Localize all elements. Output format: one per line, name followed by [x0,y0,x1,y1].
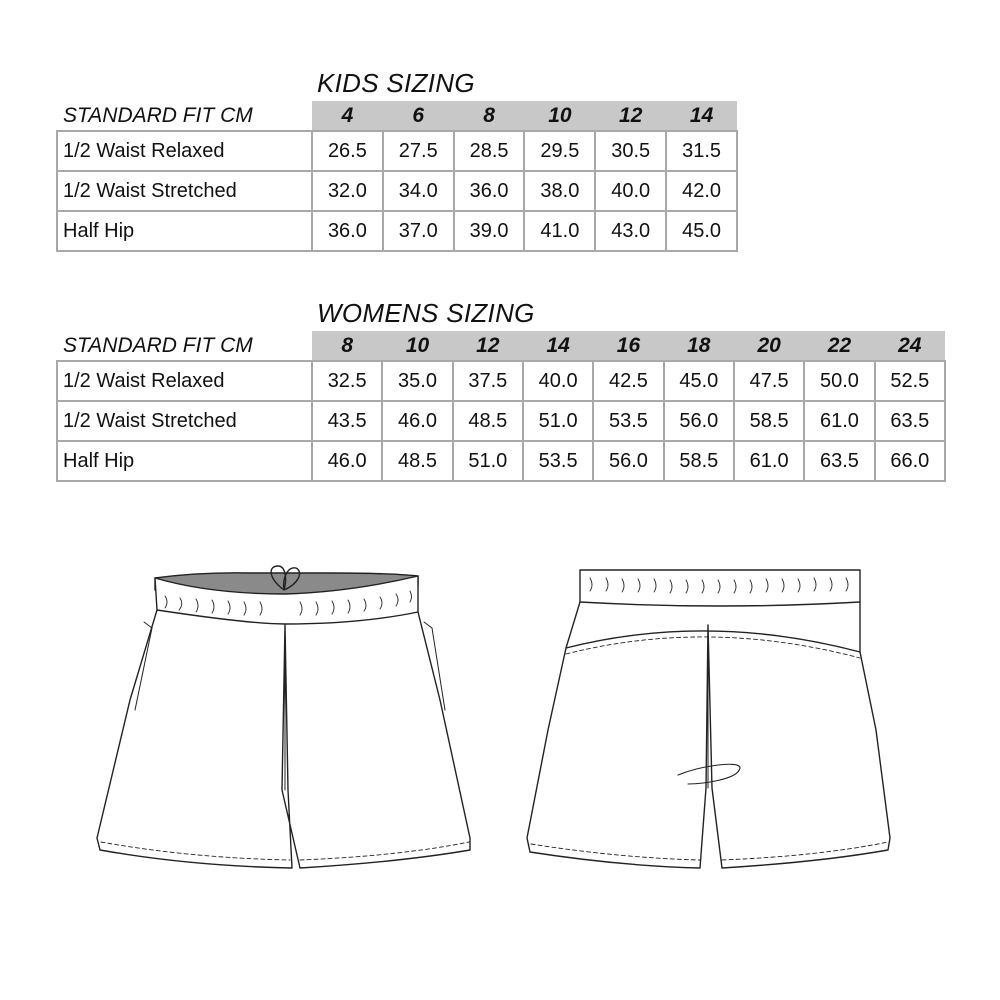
table-cell: 50.0 [804,361,874,401]
front-hem-stitch [101,842,469,860]
back-yoke-seam [566,631,860,652]
table-cell: 46.0 [312,441,382,481]
table-cell: 27.5 [383,131,454,171]
front-right-pocket [424,622,445,710]
row-label: 1/2 Waist Stretched [57,401,312,441]
row-label: 1/2 Waist Stretched [57,171,312,211]
table-cell: 37.0 [383,211,454,251]
womens-sizing-title: WOMENS SIZING [317,298,535,328]
table-cell: 48.5 [453,401,523,441]
row-label: Half Hip [57,211,312,251]
table-cell: 36.0 [454,171,525,211]
table-cell: 45.0 [664,361,734,401]
table-cell: 52.5 [875,361,945,401]
kids-size-header: 10 [524,101,595,131]
womens-size-header: 18 [664,331,734,361]
table-cell: 38.0 [524,171,595,211]
table-cell: 41.0 [524,211,595,251]
table-cell: 48.5 [382,441,452,481]
row-label: Half Hip [57,441,312,481]
table-cell: 40.0 [595,171,666,211]
table-cell: 53.5 [523,441,593,481]
back-yoke-stitch [566,637,860,658]
table-cell: 36.0 [312,211,383,251]
row-label: 1/2 Waist Relaxed [57,131,312,171]
shorts-illustrations [0,540,1000,900]
womens-size-header: 16 [593,331,663,361]
table-cell: 61.0 [804,401,874,441]
table-row [57,131,737,171]
table-cell: 56.0 [593,441,663,481]
table-cell: 45.0 [666,211,737,251]
table-cell: 46.0 [382,401,452,441]
womens-size-header: 12 [453,331,523,361]
table-cell: 28.5 [454,131,525,171]
womens-size-header: 22 [804,331,874,361]
table-cell: 42.0 [666,171,737,211]
table-cell: 30.5 [595,131,666,171]
womens-size-header: 8 [312,331,382,361]
table-cell: 56.0 [664,401,734,441]
table-cell: 66.0 [875,441,945,481]
table-cell: 51.0 [523,401,593,441]
table-cell: 40.0 [523,361,593,401]
table-cell: 37.5 [453,361,523,401]
table-cell: 34.0 [383,171,454,211]
womens-header-row [57,331,945,361]
womens-size-header: 24 [875,331,945,361]
table-cell: 53.5 [593,401,663,441]
kids-size-header: 8 [454,101,525,131]
table-row [57,441,945,481]
table-cell: 51.0 [453,441,523,481]
table-row [57,401,945,441]
shorts-front-drawing [97,566,470,868]
front-shorts-outline [97,610,470,868]
womens-size-header: 14 [523,331,593,361]
table-cell: 39.0 [454,211,525,251]
table-cell: 43.0 [595,211,666,251]
table-cell: 32.0 [312,171,383,211]
table-cell: 61.0 [734,441,804,481]
table-cell: 31.5 [666,131,737,171]
womens-size-header: 10 [382,331,452,361]
kids-size-header: 4 [312,101,383,131]
kids-size-table [56,101,738,252]
kids-header-row [57,101,737,131]
kids-size-header: 6 [383,101,454,131]
back-pocket-curve [678,764,740,784]
table-cell: 58.5 [664,441,734,481]
table-cell: 35.0 [382,361,452,401]
table-cell: 29.5 [524,131,595,171]
table-row [57,211,737,251]
table-cell: 32.5 [312,361,382,401]
womens-size-header: 20 [734,331,804,361]
row-label: 1/2 Waist Relaxed [57,361,312,401]
table-cell: 42.5 [593,361,663,401]
table-cell: 26.5 [312,131,383,171]
table-row [57,171,737,211]
table-row [57,361,945,401]
table-cell: 58.5 [734,401,804,441]
kids-sizing-title: KIDS SIZING [317,68,475,98]
kids-size-header: 14 [666,101,737,131]
kids-corner-label: STANDARD FIT CM [57,101,312,131]
kids-size-header: 12 [595,101,666,131]
table-cell: 63.5 [875,401,945,441]
table-cell: 47.5 [734,361,804,401]
shorts-back-drawing [527,570,890,868]
womens-corner-label: STANDARD FIT CM [57,331,312,361]
table-cell: 43.5 [312,401,382,441]
table-cell: 63.5 [804,441,874,481]
womens-size-table [56,331,946,482]
